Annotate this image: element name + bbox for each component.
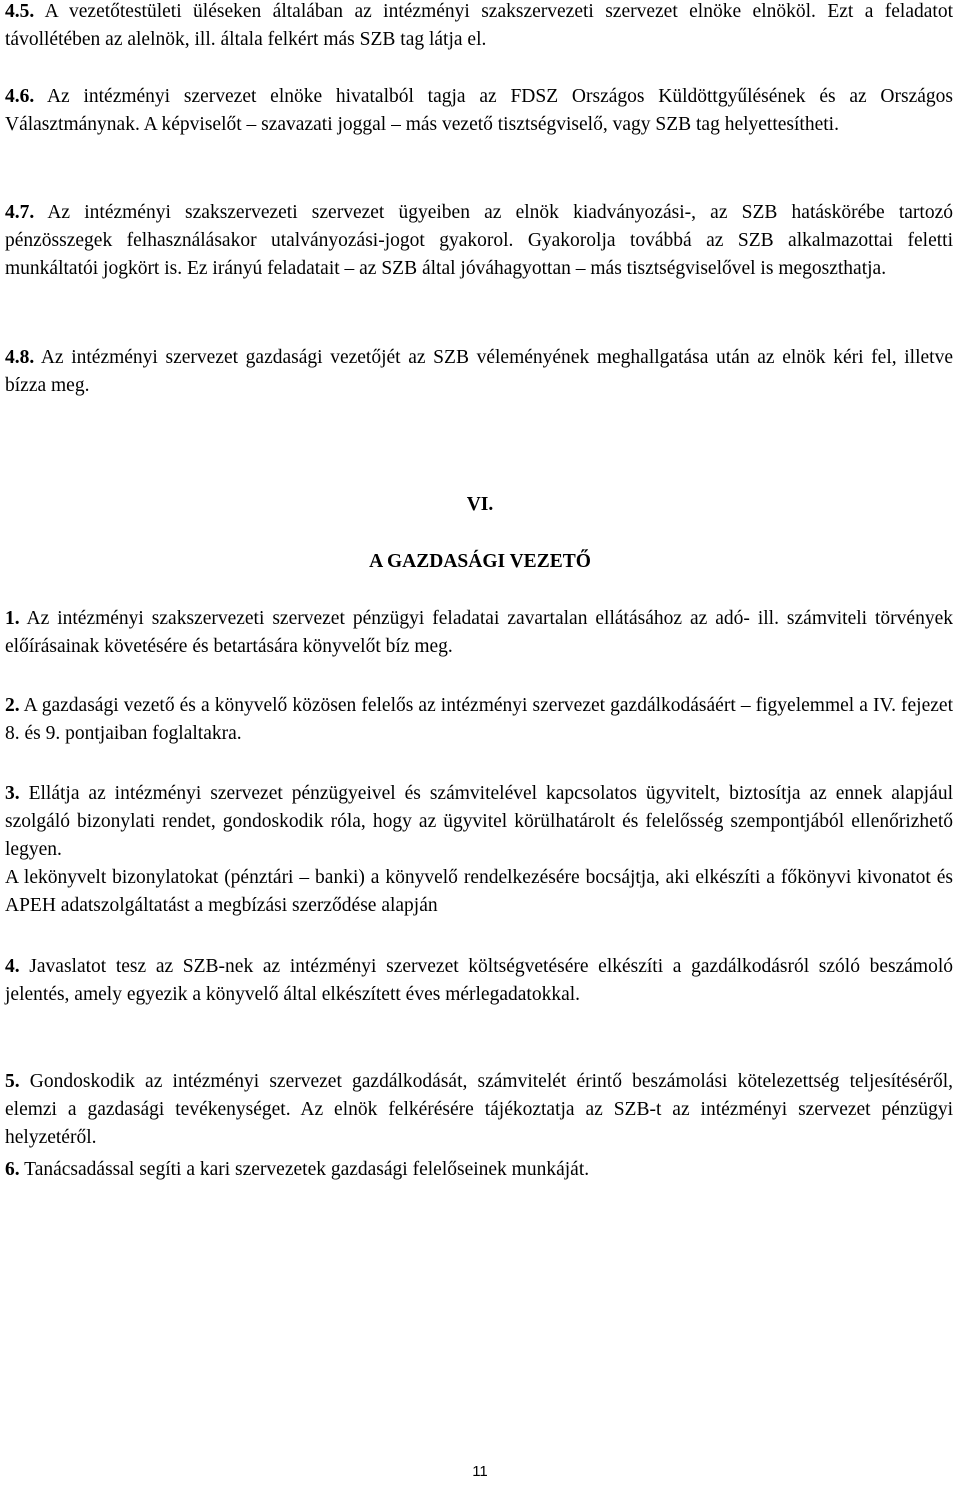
- item-3: [5, 780, 953, 920]
- paragraph-4-6: [5, 83, 953, 139]
- paragraph-text: A vezetőtestületi üléseken általában az intézményi szakszervezeti szervezet elnöke elnököl. Ezt a feladatot távollétében az alelnök, ill. általa felkért más SZB tag látja el.: [5, 1, 953, 50]
- page-number: 11: [472, 1463, 488, 1480]
- item-6: [5, 1156, 953, 1184]
- paragraph-number: 4.8.: [5, 347, 35, 368]
- paragraph-text: Az intézményi szervezet gazdasági vezetőjét az SZB véleményének meghallgatása után az elnök kéri fel, illetve bízza meg.: [5, 347, 953, 396]
- item-text-continued: A lekönyvelt bizonylatokat (pénztári – banki) a könyvelő rendelkezésére bocsájtja, aki elkészíti a főkönyvi kivonatot és APEH adatszolgáltatást a megbízási szerződése alapján: [5, 867, 953, 916]
- paragraph-4-7: [5, 199, 953, 283]
- item-text: Ellátja az intézményi szervezet pénzügyeivel és számvitelével kapcsolatos ügyvitelt, biztosítja az ennek alapjául szolgáló bizonylati rendet, gondoskodik róla, hogy az ügyvitel körülhatárolt és felelősség szempontjából ellenőrizhető legyen.: [5, 783, 953, 860]
- paragraph-text: Az intézményi szakszervezeti szervezet ügyeiben az elnök kiadványozási-, az SZB hatáskörébe tartozó pénzösszegek felhasználásakor utalványozási-jogot gyakorol. Gyakorolja továbbá az SZB alkalmazottai feletti munkáltatói jogkört is. Ez irányú feladatait – az SZB által jóváhagyottan – más tisztségviselővel is megoszthatja.: [5, 202, 953, 279]
- paragraph-number: 4.6.: [5, 86, 35, 107]
- section-title: A GAZDASÁGI VEZETŐ: [369, 551, 591, 572]
- item-number: 4.: [5, 956, 20, 977]
- item-number: 6.: [5, 1159, 20, 1180]
- item-text: Gondoskodik az intézményi szervezet gazdálkodását, számvitelét érintő beszámolási kötelezettség teljesítéséről, elemzi a gazdasági tevékenységet. Az elnök felkérésére tájékoztatja az SZB-t az intézményi szervezet pénzügyi helyzetéről.: [5, 1071, 953, 1148]
- paragraph-4-8: [5, 344, 953, 400]
- paragraph-4-5: [5, 0, 953, 54]
- item-number: 1.: [5, 608, 20, 629]
- item-number: 3.: [5, 783, 20, 804]
- item-number: 2.: [5, 695, 20, 716]
- paragraph-number: 4.7.: [5, 202, 35, 223]
- item-text: Javaslatot tesz az SZB-nek az intézményi szervezet költségvetésére elkészíti a gazdálkodásról szóló beszámoló jelentés, amely egyezik a könyvelő által elkészített éves mérlegadatokkal.: [5, 956, 954, 1005]
- paragraph-number: 4.5.: [5, 1, 35, 22]
- item-5: [5, 1068, 953, 1152]
- item-1: [5, 605, 953, 661]
- item-text: A gazdasági vezető és a könyvelő közösen felelős az intézményi szervezet gazdálkodásáért – figyelemmel a IV. fejezet 8. és 9. pontjaiban foglaltakra.: [5, 695, 953, 744]
- item-number: 5.: [5, 1071, 20, 1092]
- item-2: [5, 692, 953, 748]
- paragraph-text: Az intézményi szervezet elnöke hivatalból tagja az FDSZ Országos Küldöttgyűlésének és az Országos Választmánynak. A képviselőt – szavazati joggal – más vezető tisztségviselő, vagy SZB tag helyettesítheti.: [5, 86, 953, 135]
- item-4: [5, 953, 953, 1009]
- section-number: VI.: [466, 494, 494, 515]
- item-text: Tanácsadással segíti a kari szervezetek gazdasági felelőseinek munkáját.: [24, 1159, 590, 1180]
- item-text: Az intézményi szakszervezeti szervezet pénzügyi feladatai zavartalan ellátásához az adó- ill. számviteli törvények előírásainak követésére és betartására könyvelőt bíz meg.: [5, 608, 953, 657]
